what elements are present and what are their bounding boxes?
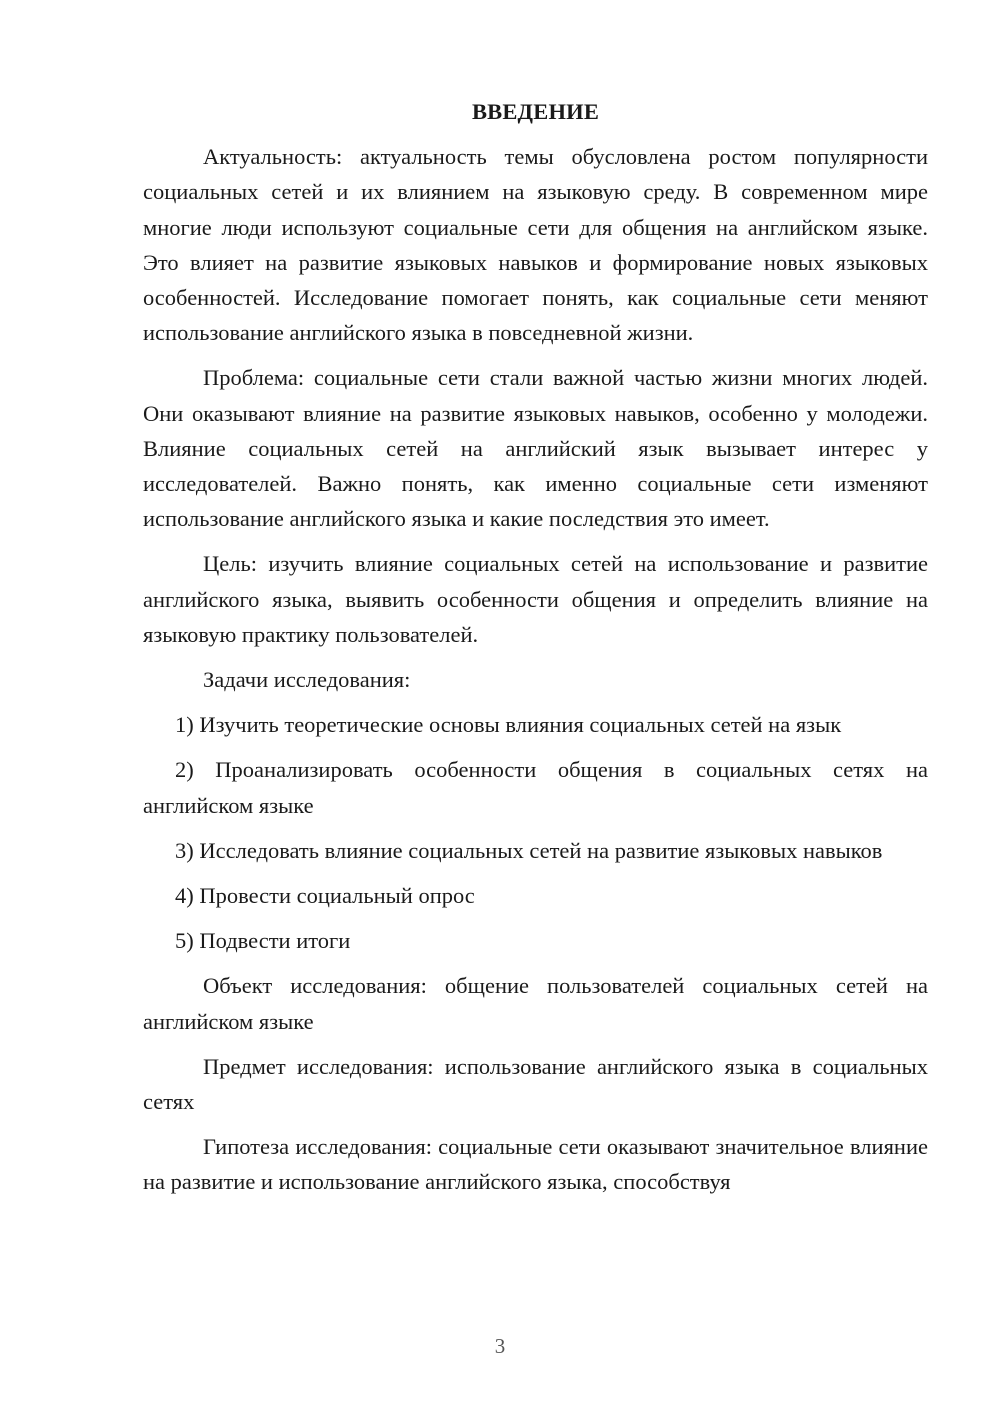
- task-item: 3) Исследовать влияние социальных сетей на развитие языковых навыков: [175, 837, 883, 863]
- task-item: 5) Подвести итоги: [175, 928, 351, 954]
- page-number: 3: [494, 1334, 506, 1358]
- relevance-paragraph: Актуальность: актуальность темы обусловлена ростом популярности социальных сетей и их влиянием на языковую среду. В современном мире многие люди используют социальные сети для общения на английском языке. Это влияет на развитие языковых навыков и формирование новых языковых особенностей. Исследование помогает понять, как социальные сети меняют использование английского языка в повседневной жизни.: [143, 144, 928, 346]
- tasks-title: Задачи исследования:: [203, 667, 411, 693]
- problem-paragraph: Проблема: социальные сети стали важной частью жизни многих людей. Они оказывают влияние на развитие языковых навыков, особенно у молодежи. Влияние социальных сетей на английский язык вызывает интерес у исследователей. Важно понять, как именно социальные сети изменяют использование английского языка и какие последствия это имеет.: [143, 365, 928, 532]
- goal-paragraph: Цель: изучить влияние социальных сетей на использование и развитие английского языка, выявить особенности общения и определить влияние на языковую практику пользователей.: [143, 551, 928, 647]
- document-page: [143, 94, 928, 1210]
- section-heading: ВВЕДЕНИЕ: [471, 99, 600, 124]
- task-item: 2) Проанализировать особенности общения в социальных сетях на английском языке: [143, 757, 928, 818]
- tasks-list: [143, 707, 928, 958]
- subject-paragraph: Предмет исследования: использование английского языка в социальных сетях: [143, 1053, 928, 1115]
- task-item: 4) Провести социальный опрос: [175, 883, 475, 909]
- hypothesis-paragraph: Гипотеза исследования: социальные сети оказывают значительное влияние на развитие и использование английского языка, способствуя: [143, 1134, 928, 1195]
- object-paragraph: Объект исследования: общение пользователей социальных сетей на английском языке: [143, 973, 928, 1034]
- task-item: 1) Изучить теоретические основы влияния социальных сетей на язык: [175, 712, 842, 738]
